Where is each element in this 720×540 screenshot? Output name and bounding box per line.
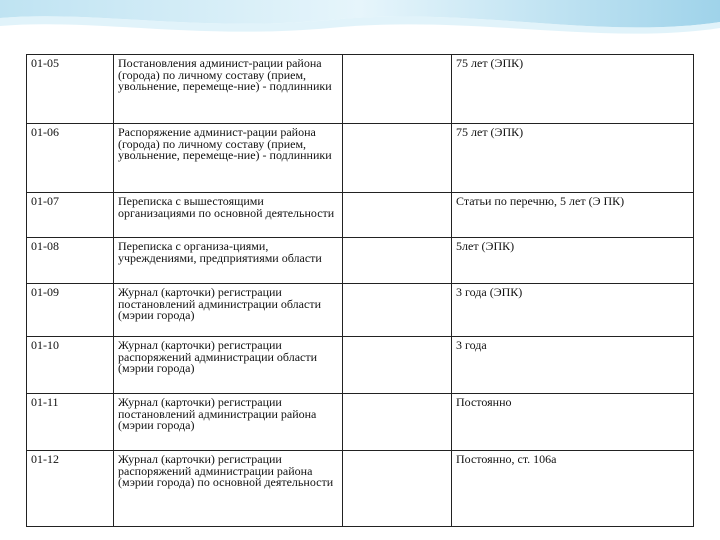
- record-code: 01-05: [27, 55, 114, 124]
- retention-term: 75 лет (ЭПК): [452, 55, 694, 124]
- record-title: Журнал (карточки) регистрации распоряжений администрации области (мэрии города): [114, 337, 343, 394]
- empty-cell: [343, 284, 452, 337]
- record-code: 01-06: [27, 124, 114, 193]
- record-title: Переписка с организа-циями, учреждениями, предприятиями области: [114, 238, 343, 284]
- table-row: [27, 394, 694, 451]
- retention-term: 5лет (ЭПК): [452, 238, 694, 284]
- record-code: 01-09: [27, 284, 114, 337]
- record-code: 01-07: [27, 193, 114, 238]
- record-code: 01-12: [27, 451, 114, 527]
- retention-term: Статьи по перечню, 5 лет (Э ПК): [452, 193, 694, 238]
- table-row: [27, 337, 694, 394]
- record-title: Журнал (карточки) регистрации распоряжений администрации района (мэрии города) по основной деятельности: [114, 451, 343, 527]
- record-code: 01-10: [27, 337, 114, 394]
- table-row: [27, 124, 694, 193]
- retention-term: 3 года: [452, 337, 694, 394]
- empty-cell: [343, 394, 452, 451]
- record-title: Распоряжение админист-рации района (города) по личному составу (прием, увольнение, перемеще-ние) - подлинники: [114, 124, 343, 193]
- empty-cell: [343, 238, 452, 284]
- retention-term: Постоянно: [452, 394, 694, 451]
- retention-term: 75 лет (ЭПК): [452, 124, 694, 193]
- record-code: 01-08: [27, 238, 114, 284]
- table-row: [27, 451, 694, 527]
- decorative-wave-header: [0, 0, 720, 60]
- record-title: Журнал (карточки) регистрации постановлений администрации области (мэрии города): [114, 284, 343, 337]
- empty-cell: [343, 55, 452, 124]
- empty-cell: [343, 124, 452, 193]
- record-title: Постановления админист-рации района (города) по личному составу (прием, увольнение, перемеще-ние) - подлинники: [114, 55, 343, 124]
- record-title: Переписка с вышестоящими организациями по основной деятельности: [114, 193, 343, 238]
- table-row: [27, 193, 694, 238]
- empty-cell: [343, 193, 452, 238]
- retention-term: 3 года (ЭПК): [452, 284, 694, 337]
- empty-cell: [343, 451, 452, 527]
- table-row: [27, 284, 694, 337]
- records-table: [26, 54, 694, 527]
- retention-term: Постоянно, ст. 106а: [452, 451, 694, 527]
- empty-cell: [343, 337, 452, 394]
- record-code: 01-11: [27, 394, 114, 451]
- record-title: Журнал (карточки) регистрации постановлений администрации района (мэрии города): [114, 394, 343, 451]
- table-row: [27, 238, 694, 284]
- table-row: [27, 55, 694, 124]
